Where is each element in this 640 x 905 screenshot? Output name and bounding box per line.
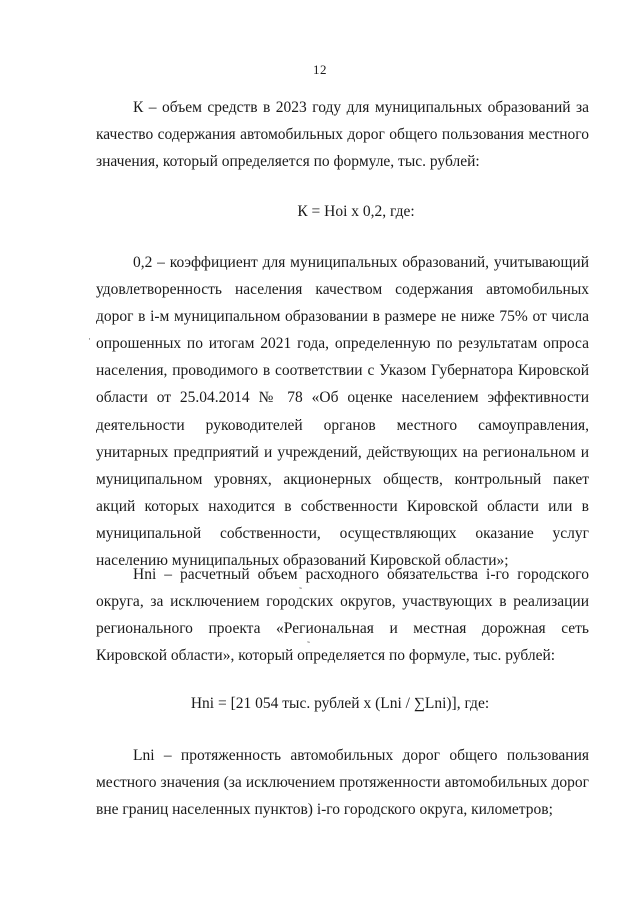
hni-definition-paragraph: Нni – расчетный объем расходного обязательства i-го городского округа, за исключением городских округов, участвующих в реализации регионального проекта «Региональная и местная дорожная сеть Кировской области», который определяется по формуле, тыс. рублей:	[96, 566, 589, 665]
scan-artifact-mark: ·	[88, 334, 91, 344]
hni-formula: Нni = [21 054 тыс. рублей х (Lni / ∑Lni)], где:	[190, 695, 490, 712]
k-formula: К = Нoi х 0,2, где:	[297, 203, 415, 220]
scan-artifact-mark: ˜	[307, 640, 310, 650]
lni-definition-paragraph: Lni – протяженность автомобильных дорог общего пользования местного значения (за исключением протяженности автомобильных дорог вне границ населенных пунктов) i-го городского округа, километров;	[96, 747, 589, 819]
coefficient-paragraph: 0,2 – коэффициент для муниципальных образований, учитывающий удовлетворенность населения качеством содержания автомобильных дорог в i-м муниципальном образовании в размере не ниже 75% от числа опрошенных по итогам 2021 года, определенную по результатам опроса населения, проводимого в соответствии с Указом Губернатора Кировской области от 25.04.2014 № 78 «Об оценке населением эффективности деятельности руководителей органов местного самоуправления, унитарных предприятий и учреждений, действующих на региональном и муниципальном уровнях, акционерных обществ, контрольный пакет акций которых находится в собственности Кировской области или в муниципальной собственности, осуществляющих оказание услуг населению муниципальных образований Кировской области»;	[96, 254, 589, 570]
k-definition-paragraph: К – объем средств в 2023 году для муниципальных образований за качество содержания автомобильных дорог общего пользования местного значения, который определяется по формуле, тыс. рублей:	[96, 99, 589, 171]
scan-artifact-mark: ˜	[299, 586, 302, 596]
page-number: 12	[313, 62, 327, 77]
